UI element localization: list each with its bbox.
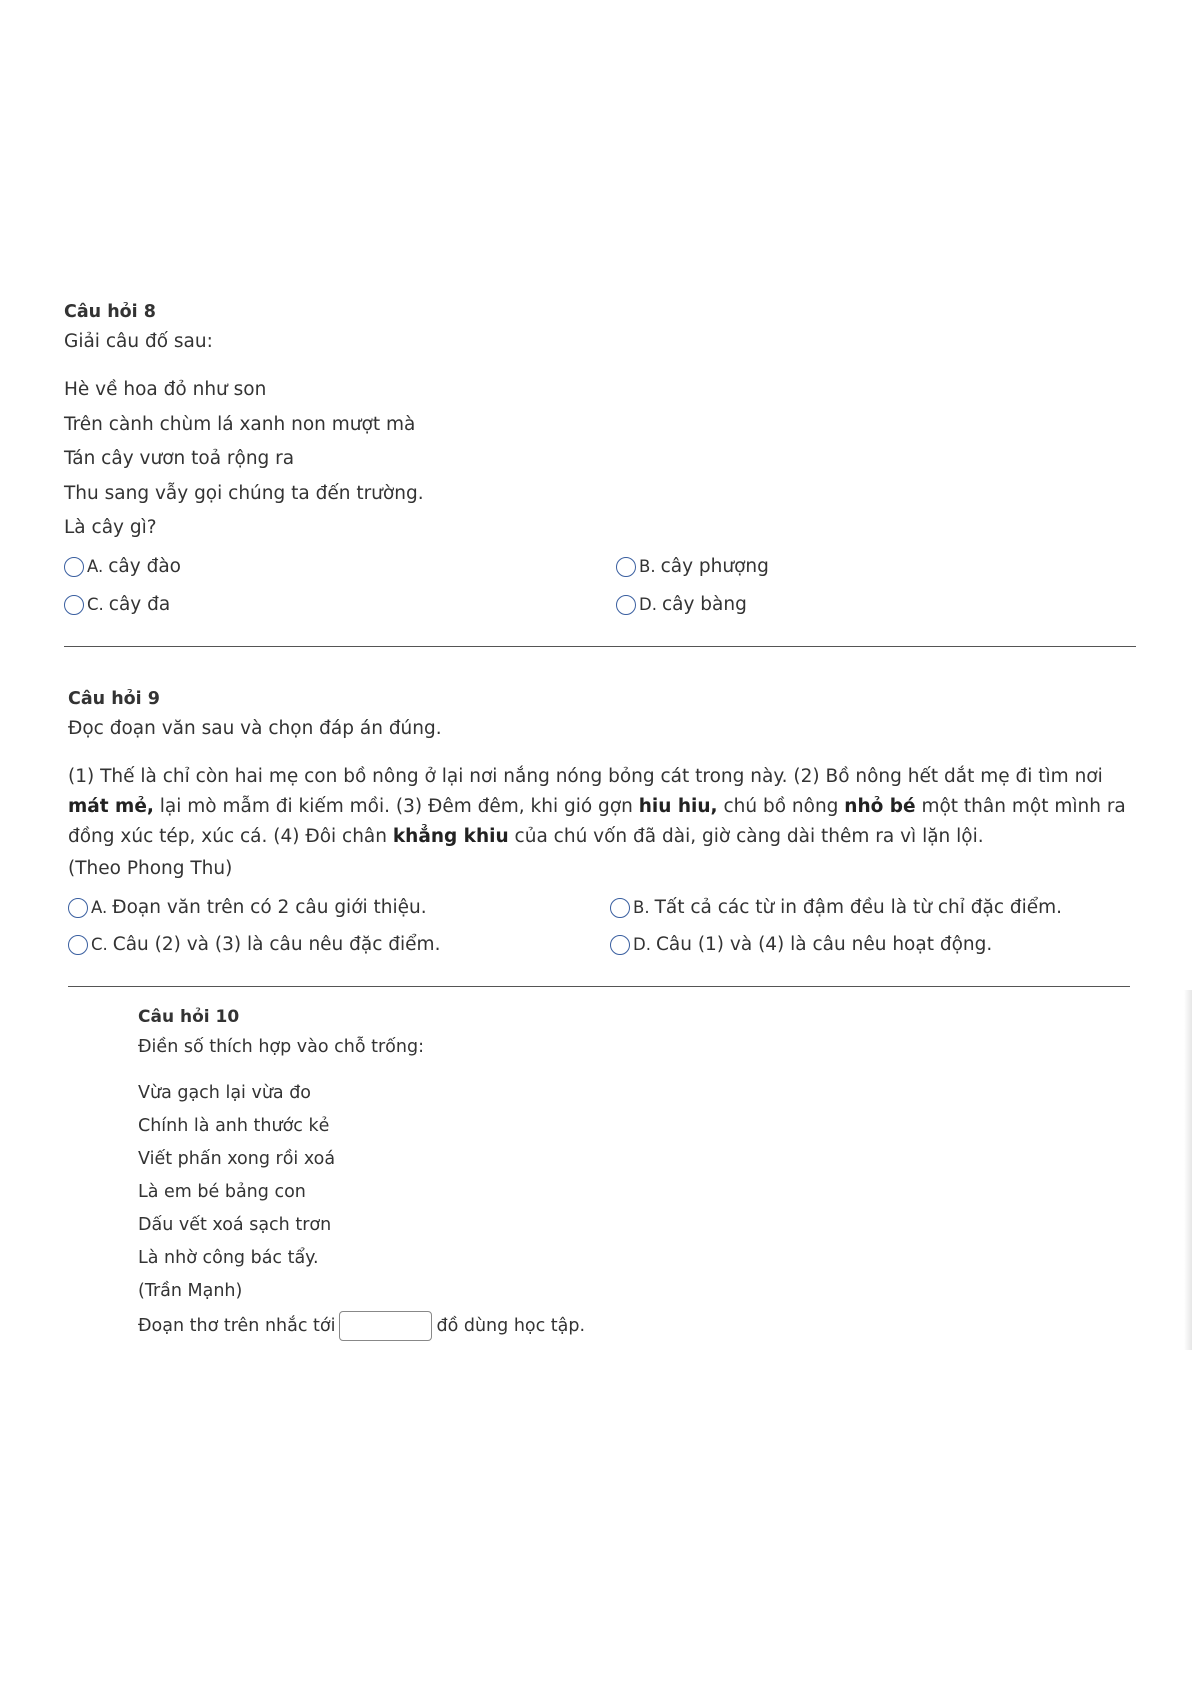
- option-text: Câu (1) và (4) là câu nêu hoạt động.: [655, 934, 993, 955]
- question-8: [64, 297, 1136, 630]
- option-letter: B.: [639, 557, 656, 576]
- radio-button[interactable]: [64, 557, 84, 577]
- poem-source: (Trần Mạnh): [138, 1281, 243, 1301]
- option-letter: A.: [87, 557, 104, 576]
- riddle-line: Trên cành chùm lá xanh non mượt mà: [64, 413, 416, 435]
- riddle-line: Là cây gì?: [64, 517, 157, 538]
- passage-text: chú bồ nông: [717, 796, 845, 817]
- option-a[interactable]: [68, 893, 427, 923]
- option-d[interactable]: [610, 930, 992, 960]
- question-title: Câu hỏi 10: [138, 1007, 240, 1027]
- option-d[interactable]: [616, 590, 747, 620]
- poem-line: Là nhờ công bác tẩy.: [138, 1248, 319, 1268]
- radio-button[interactable]: [68, 935, 88, 955]
- poem-line: Là em bé bảng con: [138, 1182, 306, 1202]
- poem-line: Dấu vết xoá sạch trơn: [138, 1215, 332, 1235]
- option-c[interactable]: [68, 930, 440, 960]
- radio-button[interactable]: [64, 595, 84, 615]
- option-text: cây phượng: [660, 556, 769, 577]
- option-text: Đoạn văn trên có 2 câu giới thiệu.: [112, 897, 427, 918]
- radio-button[interactable]: [610, 935, 630, 955]
- bold-word: khẳng khiu: [392, 826, 509, 847]
- radio-button[interactable]: [610, 898, 630, 918]
- option-text: cây bàng: [661, 594, 747, 615]
- divider: [64, 646, 1136, 647]
- option-letter: C.: [87, 595, 104, 614]
- poem-line: Vừa gạch lại vừa đo: [138, 1083, 312, 1103]
- radio-button[interactable]: [616, 557, 636, 577]
- bold-word: mát mẻ,: [68, 796, 154, 817]
- radio-button[interactable]: [68, 898, 88, 918]
- option-letter: D.: [633, 935, 651, 954]
- question-10: [138, 1002, 1038, 1343]
- passage-text: của chú vốn đã dài, giờ càng dài thêm ra vì lặn lội.: [508, 826, 984, 847]
- riddle-line: Tán cây vươn toả rộng ra: [64, 448, 295, 469]
- answer-blank-input[interactable]: [339, 1311, 432, 1341]
- radio-button[interactable]: [616, 595, 636, 615]
- passage-source: (Theo Phong Thu): [68, 858, 233, 879]
- poem-line: Viết phấn xong rồi xoá: [138, 1149, 336, 1169]
- question-9: [68, 684, 1130, 971]
- reading-passage: [68, 762, 1130, 852]
- question-prompt: Giải câu đố sau:: [64, 331, 213, 352]
- riddle-line: Thu sang vẫy gọi chúng ta đến trường.: [64, 482, 424, 504]
- option-b[interactable]: [616, 552, 769, 582]
- question-title: Câu hỏi 8: [64, 302, 156, 322]
- divider: [68, 986, 1130, 987]
- passage-text: một thân một mình ra đồng xúc tép, xúc cá. (4) Đôi chân: [68, 796, 1126, 847]
- option-letter: B.: [633, 898, 650, 917]
- option-b[interactable]: [610, 893, 1062, 923]
- bold-word: nhỏ bé: [844, 796, 916, 817]
- question-prompt: Đọc đoạn văn sau và chọn đáp án đúng.: [68, 718, 442, 739]
- option-text: cây đa: [108, 594, 171, 615]
- option-letter: D.: [639, 595, 657, 614]
- question-title: Câu hỏi 9: [68, 689, 160, 709]
- option-a[interactable]: [64, 552, 181, 582]
- fill-in-sentence: [138, 1309, 1038, 1343]
- bold-word: hiu hiu,: [638, 796, 718, 817]
- passage-text: (1) Thế là chỉ còn hai mẹ con bồ nông ở lại nơi nắng nóng bỏng cát trong này. (2) Bồ nông hết dắt mẹ đi tìm nơi: [68, 766, 1103, 787]
- option-c[interactable]: [64, 590, 170, 620]
- option-text: Tất cả các từ in đậm đều là từ chỉ đặc điểm.: [654, 897, 1063, 918]
- answer-options: [64, 552, 1136, 630]
- question-prompt: Điền số thích hợp vào chỗ trống:: [138, 1037, 424, 1057]
- option-letter: C.: [91, 935, 108, 954]
- poem-line: Chính là anh thước kẻ: [138, 1116, 330, 1136]
- option-text: cây đào: [108, 556, 181, 577]
- option-letter: A.: [91, 898, 108, 917]
- riddle-line: Hè về hoa đỏ như son: [64, 379, 267, 400]
- passage-text: lại mò mẫm đi kiếm mồi. (3) Đêm đêm, khi gió gợn: [153, 796, 639, 817]
- answer-options: [68, 893, 1130, 971]
- fill-text-before: Đoạn thơ trên nhắc tới: [138, 1316, 336, 1336]
- option-text: Câu (2) và (3) là câu nêu đặc điểm.: [112, 934, 441, 955]
- scroll-edge-shadow: [1184, 990, 1192, 1350]
- fill-text-after: đồ dùng học tập.: [436, 1316, 586, 1336]
